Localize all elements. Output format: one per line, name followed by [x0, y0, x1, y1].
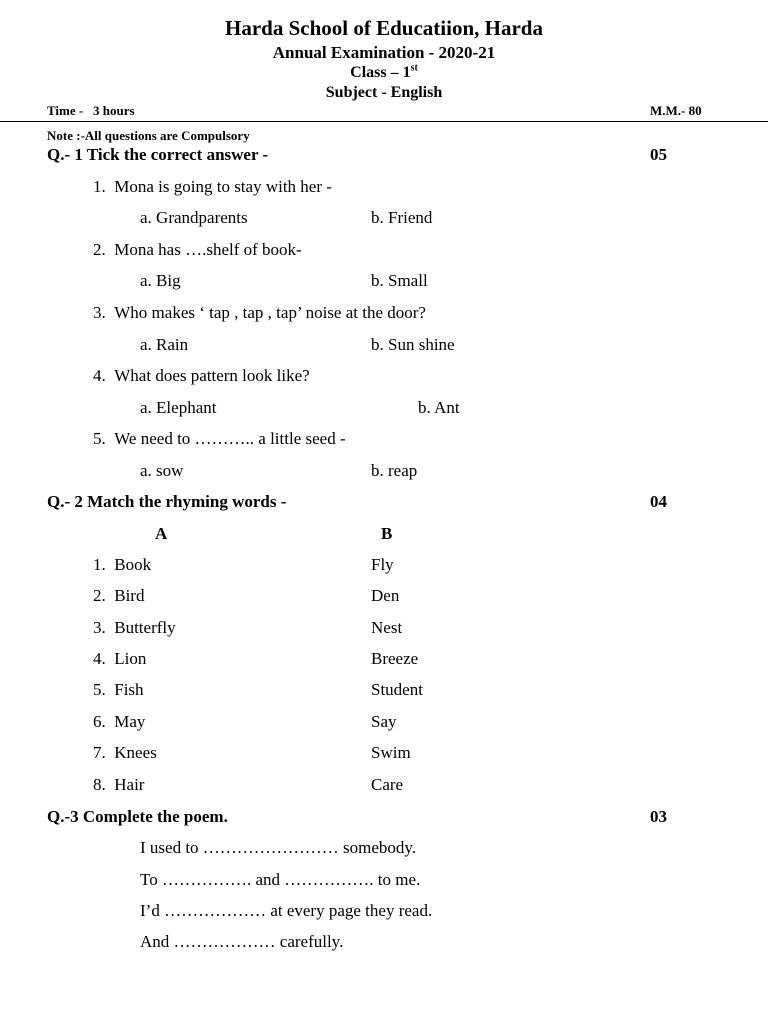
- q1-option-a-3: a. Rain: [140, 335, 189, 354]
- q1-title: Q.- 1 Tick the correct answer -: [47, 145, 269, 164]
- match-word-b-8: Care: [371, 775, 404, 794]
- match-row-6: [93, 712, 145, 732]
- match-word-b-7: Swim: [371, 743, 411, 762]
- match-row-1: [93, 555, 151, 575]
- item-text: Mona is going to stay with her -: [114, 177, 332, 196]
- poem-line-2: To ……………. and ……………. to me.: [140, 870, 421, 889]
- match-word-b-3: Nest: [371, 618, 403, 637]
- item-num: 5.: [93, 429, 106, 448]
- q1-item-3: [93, 303, 426, 323]
- q1-option-a-4: a. Elephant: [140, 398, 217, 417]
- match-word-b-1: Fly: [371, 555, 394, 574]
- match-row-8: [93, 775, 144, 795]
- header-divider: [0, 121, 768, 122]
- row-num: 8.: [93, 775, 106, 794]
- row-word-a: Butterfly: [114, 618, 176, 637]
- class-label: [0, 64, 768, 82]
- match-word-b-5: Student: [371, 680, 423, 699]
- row-word-a: May: [114, 712, 146, 731]
- row-num: 2.: [93, 586, 106, 605]
- q1-item-4: [93, 366, 310, 386]
- time-label: Time -: [47, 103, 84, 118]
- row-word-a: Lion: [114, 649, 147, 668]
- match-row-2: [93, 586, 144, 606]
- match-row-4: [93, 649, 146, 669]
- row-word-a: Hair: [114, 775, 145, 794]
- row-num: 5.: [93, 680, 106, 699]
- item-text: Mona has ….shelf of book-: [114, 240, 302, 259]
- school-name: Harda School of Educatiion, Harda: [225, 16, 543, 40]
- time-row: [47, 103, 135, 119]
- item-text: What does pattern look like?: [114, 366, 310, 385]
- q1-option-b-4: b. Ant: [418, 398, 460, 417]
- q1-option-a-2: a. Big: [140, 271, 181, 290]
- item-text: Who makes ‘ tap , tap , tap’ noise at the door?: [114, 303, 426, 322]
- match-word-b-2: Den: [371, 586, 400, 605]
- item-num: 1.: [93, 177, 106, 196]
- q1-item-2: [93, 240, 302, 260]
- match-word-b-6: Say: [371, 712, 397, 731]
- item-text: We need to ……….. a little seed -: [114, 429, 346, 448]
- q3-marks: 03: [650, 807, 667, 826]
- column-a-heading: A: [155, 524, 168, 543]
- q1-item-1: [93, 177, 332, 197]
- row-word-a: Bird: [114, 586, 145, 605]
- row-num: 7.: [93, 743, 106, 762]
- time-value: 3 hours: [92, 103, 135, 118]
- match-word-b-4: Breeze: [371, 649, 419, 668]
- q2-title: Q.- 2 Match the rhyming words -: [47, 492, 287, 511]
- poem-line-3: I’d ……………… at every page they read.: [140, 901, 433, 920]
- item-num: 4.: [93, 366, 106, 385]
- q1-option-b-5: b. reap: [371, 461, 418, 480]
- q2-marks: 04: [650, 492, 667, 511]
- match-row-3: [93, 618, 176, 638]
- row-num: 4.: [93, 649, 106, 668]
- q1-option-b-3: b. Sun shine: [371, 335, 455, 354]
- row-num: 6.: [93, 712, 106, 731]
- q1-option-a-5: a. sow: [140, 461, 184, 480]
- match-row-7: [93, 743, 157, 763]
- row-word-a: Fish: [114, 680, 144, 699]
- exam-title: Annual Examination - 2020-21: [272, 43, 496, 62]
- class-superscript: st: [410, 62, 418, 74]
- poem-line-4: And ……………… carefully.: [140, 932, 344, 951]
- q1-item-5: [93, 429, 346, 449]
- column-b-heading: B: [381, 524, 393, 543]
- row-word-a: Book: [114, 555, 152, 574]
- q1-option-b-1: b. Friend: [371, 208, 433, 227]
- q1-option-b-2: b. Small: [371, 271, 428, 290]
- item-num: 3.: [93, 303, 106, 322]
- row-num: 3.: [93, 618, 106, 637]
- class-text: Class – 1: [350, 64, 411, 81]
- row-num: 1.: [93, 555, 106, 574]
- match-row-5: [93, 680, 144, 700]
- row-word-a: Knees: [114, 743, 157, 762]
- q1-marks: 05: [650, 145, 667, 164]
- item-num: 2.: [93, 240, 106, 259]
- poem-line-1: I used to …………………… somebody.: [140, 838, 417, 857]
- q1-option-a-1: a. Grandparents: [140, 208, 248, 227]
- note: Note :-All questions are Compulsory: [47, 128, 250, 143]
- subject-label: Subject - English: [325, 84, 443, 101]
- q3-title: Q.-3 Complete the poem.: [47, 807, 228, 826]
- max-marks: M.M.- 80: [650, 103, 702, 118]
